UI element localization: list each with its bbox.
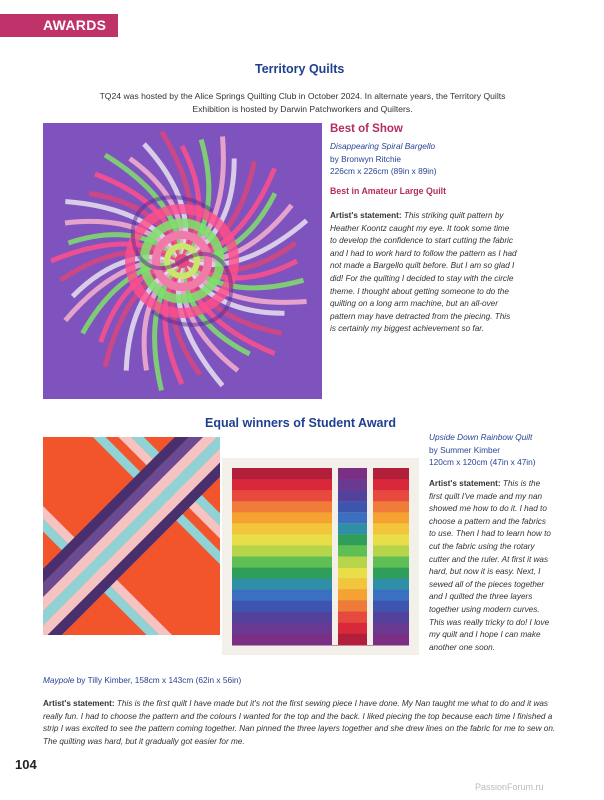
rainbow-quilt-title: Upside Down Rainbow Quilt <box>429 432 533 442</box>
maypole-caption <box>43 675 241 685</box>
section-tab-label: AWARDS <box>43 17 107 33</box>
bargello-meta <box>330 140 560 178</box>
statement-label: Artist's statement: <box>330 211 402 220</box>
intro-paragraph: TQ24 was hosted by the Alice Springs Quilting Club in October 2024. In alternate years, the Territory Quilts Exhibition is hosted by Darwin Patchworkers and Quilters. <box>99 91 506 114</box>
bargello-quilt-image <box>43 123 322 399</box>
rainbow-meta <box>429 431 589 469</box>
rainbow-by-line: by Summer Kimber <box>429 444 501 455</box>
rainbow-statement <box>429 478 553 654</box>
award-best-of-show: Best of Show <box>330 123 403 135</box>
maypole-statement <box>43 698 563 748</box>
statement-label: Artist's statement: <box>43 699 115 708</box>
maypole-by-line: by Tilly Kimber, 158cm x 143cm (62in x 56in) <box>76 675 242 685</box>
statement-text: This is the first quilt I have made but it's not the first sewing piece I have done. My Nan taught me what to do and it was really fun. I had to choose the pattern and the colours I wanted for the top and the back. I liked piecing the top because each time I finished a strip I was excited to see the pattern coming together. Nan pinned the three layers together and she drew lines on the fabric for me to sew on. The quilting was hard, but it gradually got easier for me. <box>43 699 556 746</box>
watermark: PassionForum.ru <box>475 782 544 792</box>
rainbow-quilt-image <box>222 458 419 655</box>
bargello-statement <box>330 210 518 336</box>
statement-text: This is the first quilt I've made and my nan showed me how to do it. I had to choose a pattern and the fabrics to use. Then I had to learn how to cut the fabric using the rotary cutter and the ruler. At first it was hard, but now it is easy. Next, I sewed all of the pieces together and I quilted the three layers together using modern curves. This was really tricky to do! I love my quilt and I hope I can make another one soon. <box>429 479 551 652</box>
maypole-quilt-image <box>43 437 220 635</box>
statement-text: This striking quilt pattern by Heather Koontz caught my eye. It took some time to develop the confidence to start cutting the fabric and I had to work hard to follow the pattern as I had not made a Bargello quilt before. But I am so glad I did! For the quilting I decided to stay with the circle theme. I thought about getting someone to do the quilting on a long arm machine, but an all-over pattern may have detracted from the piecing. This is certainly my biggest achievement so far. <box>330 211 517 334</box>
statement-label: Artist's statement: <box>429 479 501 488</box>
rainbow-size: 120cm x 120cm (47in x 47in) <box>429 457 536 467</box>
section-title-territory: Territory Quilts <box>255 62 345 76</box>
bargello-size: 226cm x 226cm (89in x 89in) <box>330 166 437 176</box>
section-tab <box>0 14 118 37</box>
maypole-quilt-title: Maypole <box>43 675 75 685</box>
bargello-quilt-title: Disappearing Spiral Bargello <box>330 141 436 151</box>
award-best-amateur: Best in Amateur Large Quilt <box>330 186 447 196</box>
section-title-student: Equal winners of Student Award <box>205 416 396 430</box>
page-number: 104 <box>15 757 37 772</box>
bargello-by-line: by Bronwyn Ritchie <box>330 153 402 164</box>
